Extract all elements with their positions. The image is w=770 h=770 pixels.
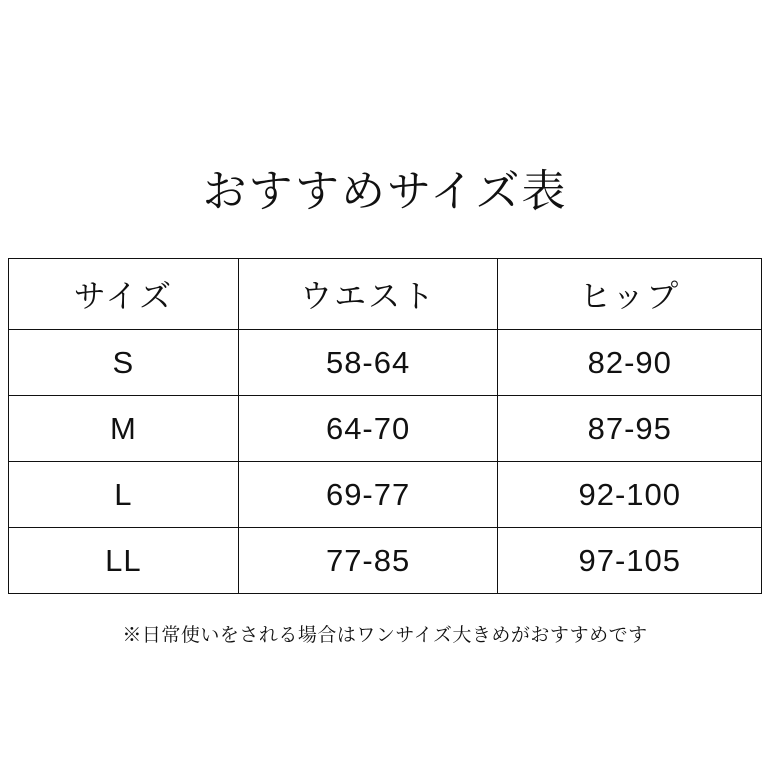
cell-waist: 64-70 [238,396,498,462]
table-row [9,330,762,396]
cell-waist: 77-85 [238,528,498,594]
cell-size: M [9,396,239,462]
column-header-hip: ヒップ [498,259,762,330]
cell-waist: 69-77 [238,462,498,528]
sizing-note: ※日常使いをされる場合はワンサイズ大きめがおすすめです [122,625,648,646]
cell-hip: 82-90 [498,330,762,396]
column-header-size: サイズ [9,259,239,330]
cell-size: LL [9,528,239,594]
table-row [9,462,762,528]
cell-waist: 58-64 [238,330,498,396]
column-header-waist: ウエスト [238,259,498,330]
size-table [8,258,762,594]
cell-size: L [9,462,239,528]
table-body [9,330,762,594]
cell-hip: 97-105 [498,528,762,594]
table-row [9,528,762,594]
cell-hip: 87-95 [498,396,762,462]
cell-size: S [9,330,239,396]
table-header [9,259,762,330]
page-title: おすすめサイズ表 [202,167,568,216]
cell-hip: 92-100 [498,462,762,528]
table-row [9,396,762,462]
table-header-row [9,259,762,330]
